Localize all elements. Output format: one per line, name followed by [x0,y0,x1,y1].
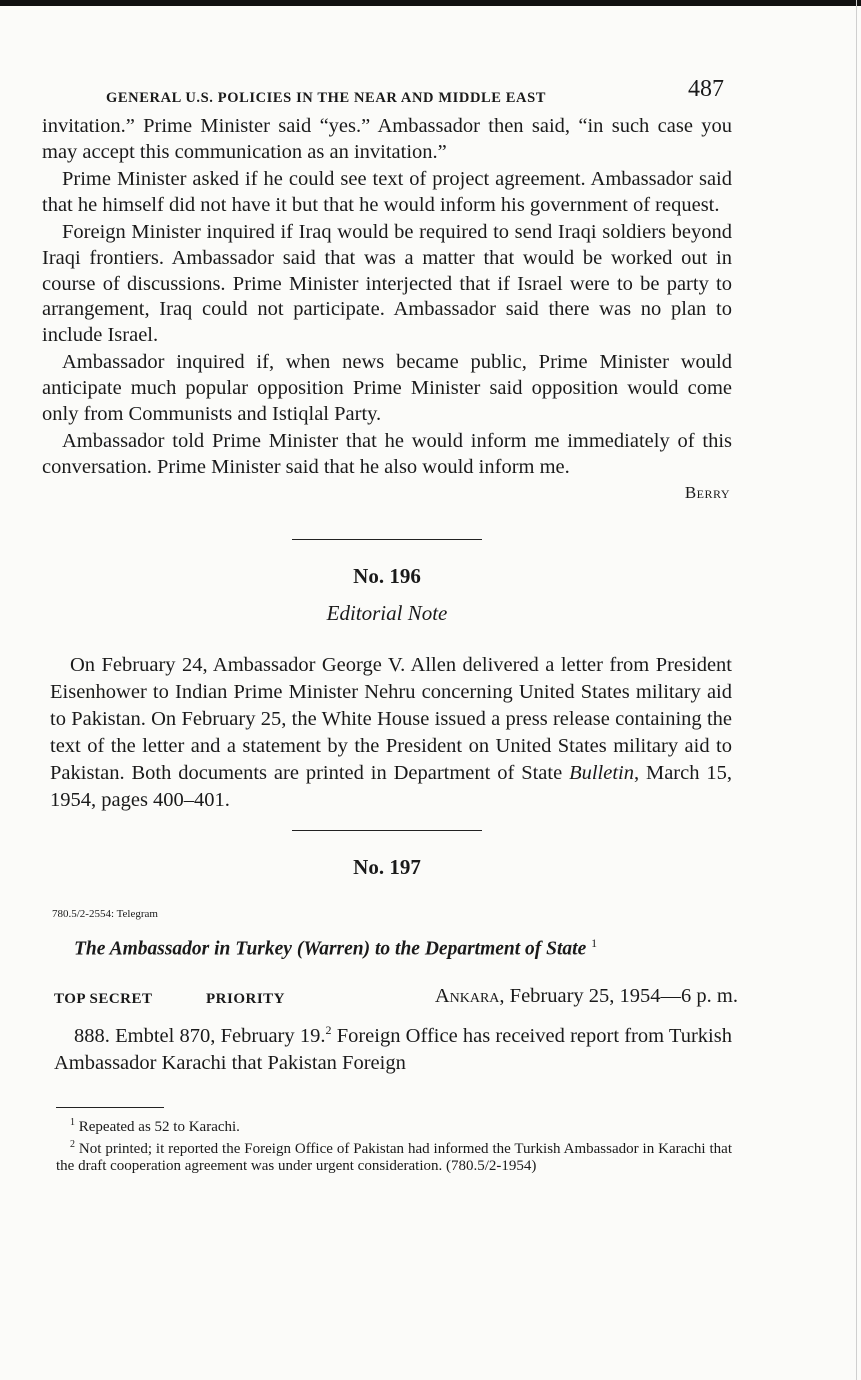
origin-line [435,985,738,1008]
footnote [56,1114,732,1136]
editorial-note-body [42,652,732,814]
paragraph: invitation.” Prime Minister said “yes.” Ambassador then said, “in such case you may accept this communication as an invitation.” [42,115,732,163]
footnote-marker: 2 [325,1022,332,1037]
page-top-edge [0,0,861,6]
section-divider [292,830,482,831]
paragraph: Prime Minister asked if he could see text of project agreement. Ambassador said that he himself did not have it but that he would inform his government of request. [42,168,732,216]
text-run: 888. Embtel 870, February 19. [74,1024,326,1047]
page [42,74,738,1175]
signature: Berry [684,483,730,503]
previous-document-text [42,114,732,503]
page-header [42,74,732,114]
document-title: Editorial Note [326,601,448,626]
priority: PRIORITY [206,990,286,1007]
document-number: No. 197 [353,855,421,880]
heading-text: The Ambassador in Turkey (Warren) to the Department of State [74,938,587,960]
text-run: On February 24, Ambassador George V. Allen delivered a letter from President Eisenhower to Indian Prime Minister Nehru concerning United States military aid to Pakistan. On February 25, the White House issued a press release containing the text of the letter and a statement by the President on United States military aid to Pakistan. Both documents are printed in Department of State [50,654,732,785]
footnote-text: Repeated as 52 to Karachi. [78,1118,240,1135]
paragraph: Ambassador told Prime Minister that he would inform me immediately of this conversation. Prime Minister said that he also would inform me. [42,430,732,478]
classification: TOP SECRET [54,990,153,1007]
footnote-marker: 1 [591,936,598,951]
text-run: , March 15, 1954, pages 400–401. [50,762,732,812]
paragraph [54,1017,732,1077]
footnote-marker: 1 [70,1116,75,1128]
origin-date: , February 25, 1954—6 p. m. [499,984,738,1007]
footnote-divider [56,1107,164,1108]
page-right-edge [856,0,857,1380]
paragraph [50,652,732,814]
footnotes [56,1114,732,1175]
footnote-marker: 2 [70,1138,75,1150]
footnote [56,1136,732,1175]
origin-city: Ankara [434,984,500,1007]
running-head: GENERAL U.S. POLICIES IN THE NEAR AND MIDDLE EAST [106,90,547,106]
document-heading [74,936,732,961]
text-run: Foreign Office has received report from Turkish Ambassador Karachi that Pakistan Foreign [54,1024,732,1074]
paragraph: Foreign Minister inquired if Iraq would be required to send Iraqi soldiers beyond Iraqi frontiers. Ambassador said that was a matter that would be worked out in course of discussions. Prime Minister interjected that if Israel were to be party to arrangement, Iraq could not participate. Ambassador said there was no plan to include Israel. [42,221,732,346]
telegram-meta [42,984,738,1013]
page-number: 487 [688,76,724,102]
publication-title: Bulletin [569,762,634,785]
paragraph: Ambassador inquired if, when news became public, Prime Minister would anticipate much popular opposition Prime Minister said opposition would come only from Communists and Istiqlal Party. [42,351,732,425]
document-number: No. 196 [353,564,421,589]
telegram-body [42,1017,732,1077]
file-reference: 780.5/2-2554: Telegram [52,908,158,921]
section-divider [292,539,482,540]
footnote-text: Not printed; it reported the Foreign Office of Pakistan had informed the Turkish Ambassador in Karachi that the draft cooperation agreement was under urgent consideration. (780.5/2-1954) [56,1140,732,1174]
